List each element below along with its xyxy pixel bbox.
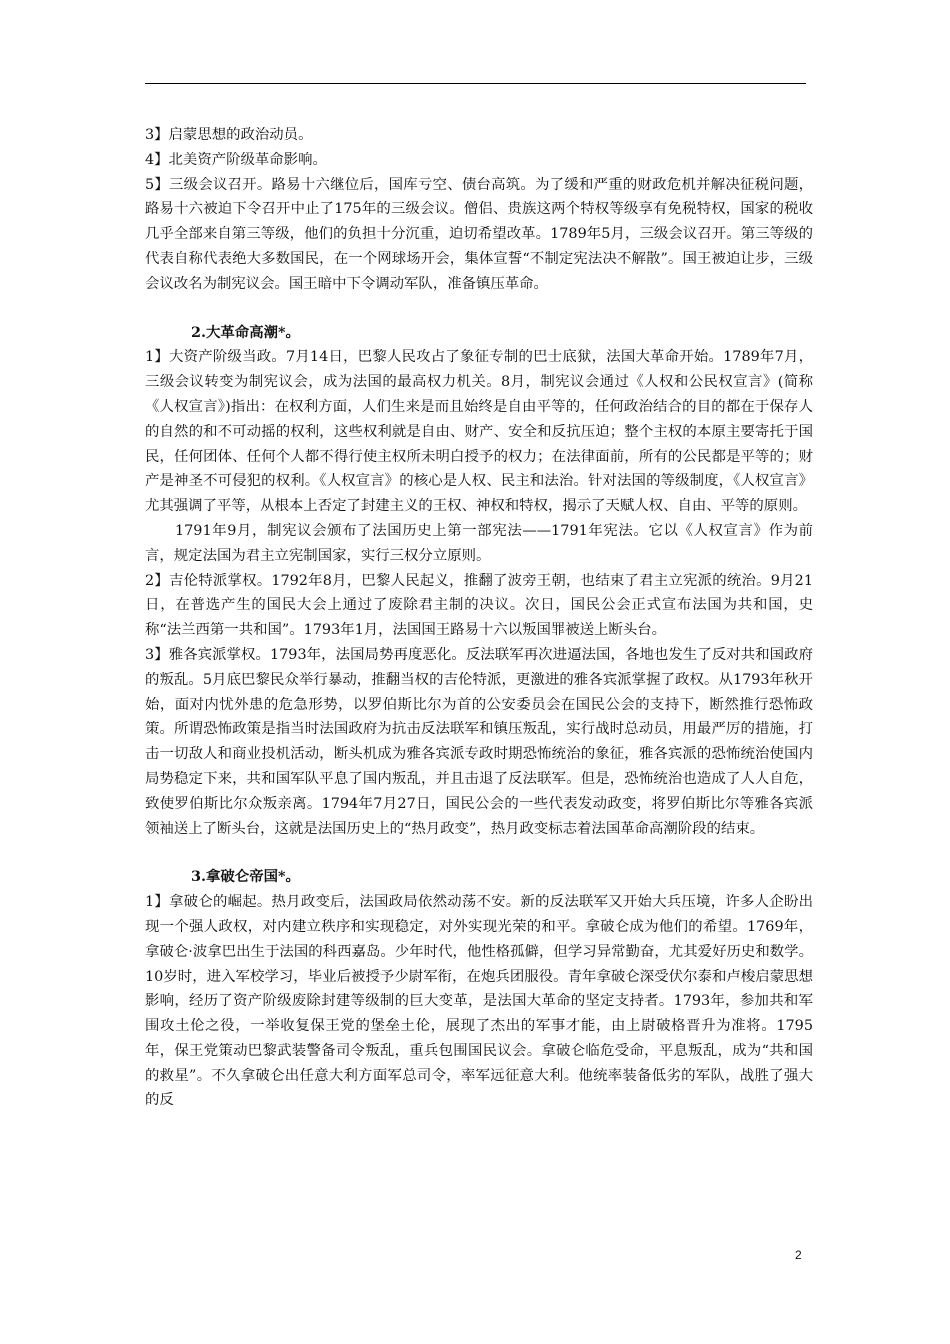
item-4-american-revolution: 4】北美资产阶级革命影响。 — [145, 151, 327, 168]
document-body — [145, 123, 813, 1113]
paragraph-jacobins: 3】雅各宾派掌权。1793年，法国局势再度恶化。反法联军再次进逼法国，各地也发生了反对共和国政府的叛乱。5月底巴黎民众举行暴动，推翻当权的吉伦特派，更激进的雅各宾派掌握了政权。从1793年秋开始，面对内忧外患的危急形势，以罗伯斯比尔为首的公安委员会在国民公会的支持下，断然推行恐怖政策。所谓恐怖政策是指当时法国政府为抗击反法联军和镇压叛乱，实行战时总动员，用最严厉的措施，打击一切敌人和商业投机活动，断头机成为雅各宾派专政时期恐怖统治的象征，雅各宾派的恐怖统治使国内局势稳定下来，共和国军队平息了国内叛乱，并且击退了反法联军。但是，恐怖统治也造成了人人自危，致使罗伯斯比尔众叛亲离。1794年7月27日，国民公会的一些代表发动政变，将罗伯斯比尔等雅各宾派领袖送上了断头台，这就是法国历史上的“热月政变”，热月政变标志着法国革命高潮阶段的结束。 — [145, 646, 813, 837]
paragraph-girondins: 2】吉伦特派掌权。1792年8月，巴黎人民起义，推翻了波旁王朝，也结束了君主立宪派的统治。9月21日，在普选产生的国民大会上通过了废除君主制的决议。次日，国民公会正式宣布法国为共和国，史称“法兰西第一共和国”。1793年1月，法国国王路易十六以叛国罪被送上断头台。 — [145, 572, 813, 639]
section-spacer — [145, 297, 813, 321]
header-rule — [145, 83, 806, 84]
section-heading-napoleon-empire: 3.拿破仑帝国*。 — [191, 868, 300, 886]
section-spacer — [145, 841, 813, 865]
item-3-enlightenment: 3】启蒙思想的政治动员。 — [145, 127, 313, 143]
paragraph-napoleon-rise: 1】拿破仑的崛起。热月政变后，法国政局依然动荡不安。新的反法联军又开始大兵压境，许多人企盼出现一个强人政权，对内建立秩序和实现稳定，对外实现光荣的和平。拿破仑成为他们的希望。1769年，拿破仑·波拿巴出生于法国的科西嘉岛。少年时代，他性格孤僻，但学习异常勤奋，尤其爱好历史和数学。10岁时，进入军校学习，毕业后被授予少尉军衔，在炮兵团服役。青年拿破仑深受伏尔泰和卢梭启蒙思想影响，经历了资产阶级废除封建等级制的巨大变革，是法国大革命的坚定支持者。1793年，参加共和军围攻土伦之役，一举收复保王党的堡垒土伦，展现了杰出的军事才能，由上尉破格晋升为准将。1795年，保王党策动巴黎武装警备司令叛乱，重兵包围国民议会。拿破仑临危受命，平息叛乱，成为“共和国的救星”。不久拿破仑出任意大利方面军总司令，率军远征意大利。他统率装备低劣的军队，战胜了强大的反 — [145, 894, 813, 1109]
paragraph-1791-constitution: 1791年9月，制宪议会颁布了法国历史上第一部宪法——1791年宪法。它以《人权宣言》作为前言，规定法国为君主立宪制国家，实行三权分立原则。 — [145, 522, 813, 564]
section-heading-revolution-climax: 2.大革命高潮*。 — [191, 323, 300, 341]
paragraph-bourgeoisie-rule: 1】大资产阶级当政。7月14日，巴黎人民攻占了象征专制的巴士底狱，法国大革命开始。1789年7月，三级会议转变为制宪议会，成为法国的最高权力机关。8月，制宪议会通过《人权和公民权宣言》(简称《人权宣言》)指出：在权利方面，人们生来是而且始终是自由平等的，任何政治结合的目的都在于保存人的自然的和不可动摇的权利，这些权利就是自由、财产、安全和反抗压迫；整个主权的本原主要寄托于国民，任何团体、任何个人都不得行使主权所未明白授予的权力；在法律面前，所有的公民都是平等的；财产是神圣不可侵犯的权利。《人权宣言》的核心是人权、民主和法治。针对法国的等级制度，《人权宣言》尤其强调了平等，从根本上否定了封建主义的王权、神权和特权，揭示了天赋人权、自由、平等的原则。 — [145, 349, 813, 515]
item-5-estates-general: 5】三级会议召开。路易十六继位后，国库亏空、债台高筑。为了缓和严重的财政危机并解决征税问题，路易十六被迫下令召开中止了175年的三级会议。僧侣、贵族这两个特权等级享有免税特权，国家的税收几乎全部来自第三等级，他们的负担十分沉重，迫切希望改革。1789年5月，三级会议召开。第三等级的代表自称代表绝大多数国民，在一个网球场开会，集体宣誓“不制定宪法决不解散”。国王被迫让步，三级会议改名为制宪议会。国王暗中下令调动军队，准备镇压革命。 — [145, 176, 813, 292]
page-number: 2 — [795, 1248, 802, 1262]
